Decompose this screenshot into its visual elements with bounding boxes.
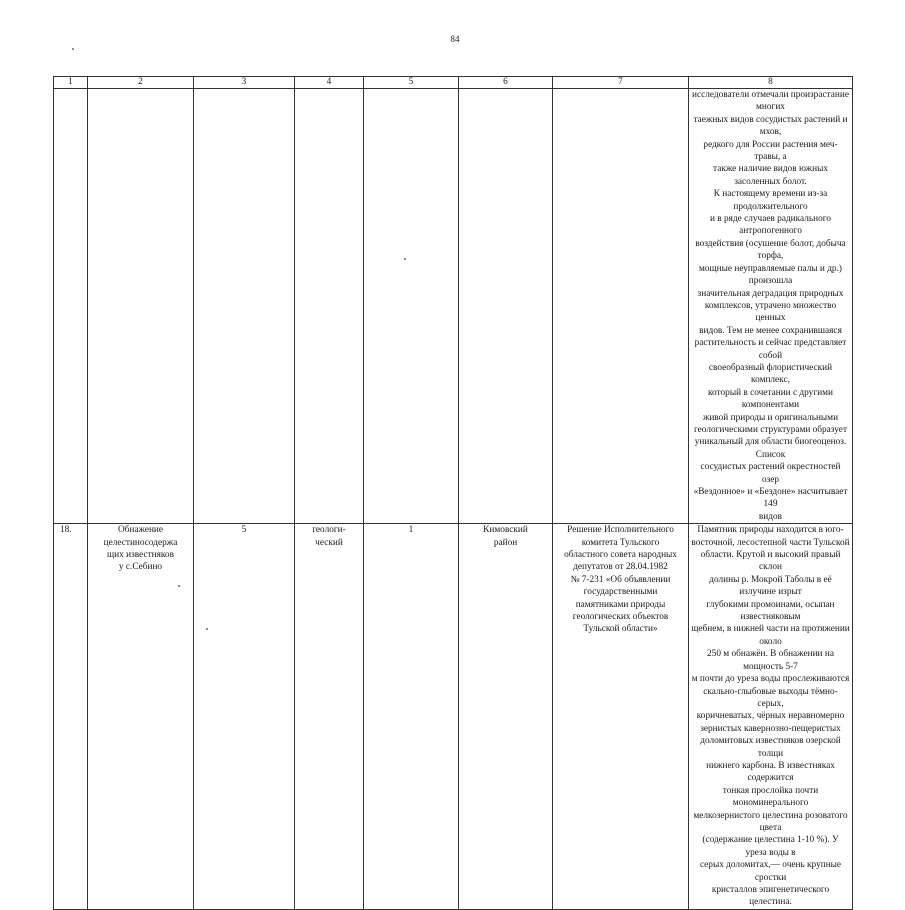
legal-decision-cell: Решение Исполнительного комитета Тульского областного совета народных депутатов от 28.04.1982 № 7-231 «Об объявлении государственными памятниками природы геологических объектов Тульской области» bbox=[553, 524, 689, 910]
table-cell-empty bbox=[54, 89, 88, 524]
table-cell-empty bbox=[553, 89, 689, 524]
column-number-1: 1 bbox=[54, 77, 88, 89]
profile-cell: геологи- ческий bbox=[295, 524, 364, 910]
table-cell-empty bbox=[459, 89, 553, 524]
row-number-cell: 18. bbox=[54, 524, 88, 910]
column-number-7: 7 bbox=[553, 77, 689, 89]
monument-name-cell: Обнажение целестиносодержа щих известняков у с.Себино bbox=[88, 524, 194, 910]
column-number-3: 3 bbox=[194, 77, 295, 89]
continuation-description-cell: исследователи отмечали произрастание многих таежных видов сосудистых растений и мхов, редкого для России растения меч-травы, а также наличие видов южных засоленных болот. К настоящему времени из-за продолжительного и в ряде случаев радикального антропогенного воздействия (осушение болот, добыча торфа, мощные неуправляемые палы и др.) произошла значительная деградация природных комплексов, утрачено множество ценных видов. Тем не менее сохранившаяся растительность и сейчас представляет собой своеобразный флористический комплекс, который в сочетании с другими компонентами живой природы и оригинальными геологическими структурами образует уникальный для области биогеоценоз. Список сосудистых растений окрестностей озер «Вездонное» и «Бездоне» насчитывает 149 видов bbox=[689, 89, 853, 524]
monument-description-cell: Памятник природы находится в юго- восточной, лесостепной части Тульской области. Крутой и высокий правый склон долины р. Мокрой Таболы в её излучине изрыт глубокими промоинами, осыпан известняковым щебнем, в нижней части на протяжении около 250 м обнажён. В обнажении на мощность 5-7 м почти до уреза воды прослеживаются скально-глыбовые выходы тёмно-серых, коричневатых, чёрных неравномерно зернистых кавернозно-пещеристых доломитовых известняков озерской толщи нижнего карбона. В известняках содержится тонкая прослойка почти мономинерального мелкозернистого целестина розоватого цвета (содержание целестина 1-10 %). У уреза воды в серых доломитах,— очень крупные сростки кристаллов эпигенетического целестина. bbox=[689, 524, 853, 910]
column-number-4: 4 bbox=[295, 77, 364, 89]
table-row-continuation bbox=[54, 89, 853, 524]
table-cell-empty bbox=[88, 89, 194, 524]
column-number-header-row bbox=[54, 77, 853, 89]
column-number-5: 5 bbox=[364, 77, 459, 89]
category-cell: 1 bbox=[364, 524, 459, 910]
table-cell-empty bbox=[364, 89, 459, 524]
table-row-18 bbox=[54, 524, 853, 910]
page-number: 84 bbox=[450, 34, 460, 44]
column-number-2: 2 bbox=[88, 77, 194, 89]
table-cell-empty bbox=[194, 89, 295, 524]
table-cell-empty bbox=[295, 89, 364, 524]
scan-speck bbox=[72, 48, 74, 50]
natural-monuments-table bbox=[53, 76, 853, 910]
area-cell: 5 bbox=[194, 524, 295, 910]
location-cell: Кимовский район bbox=[459, 524, 553, 910]
column-number-6: 6 bbox=[459, 77, 553, 89]
column-number-8: 8 bbox=[689, 77, 853, 89]
